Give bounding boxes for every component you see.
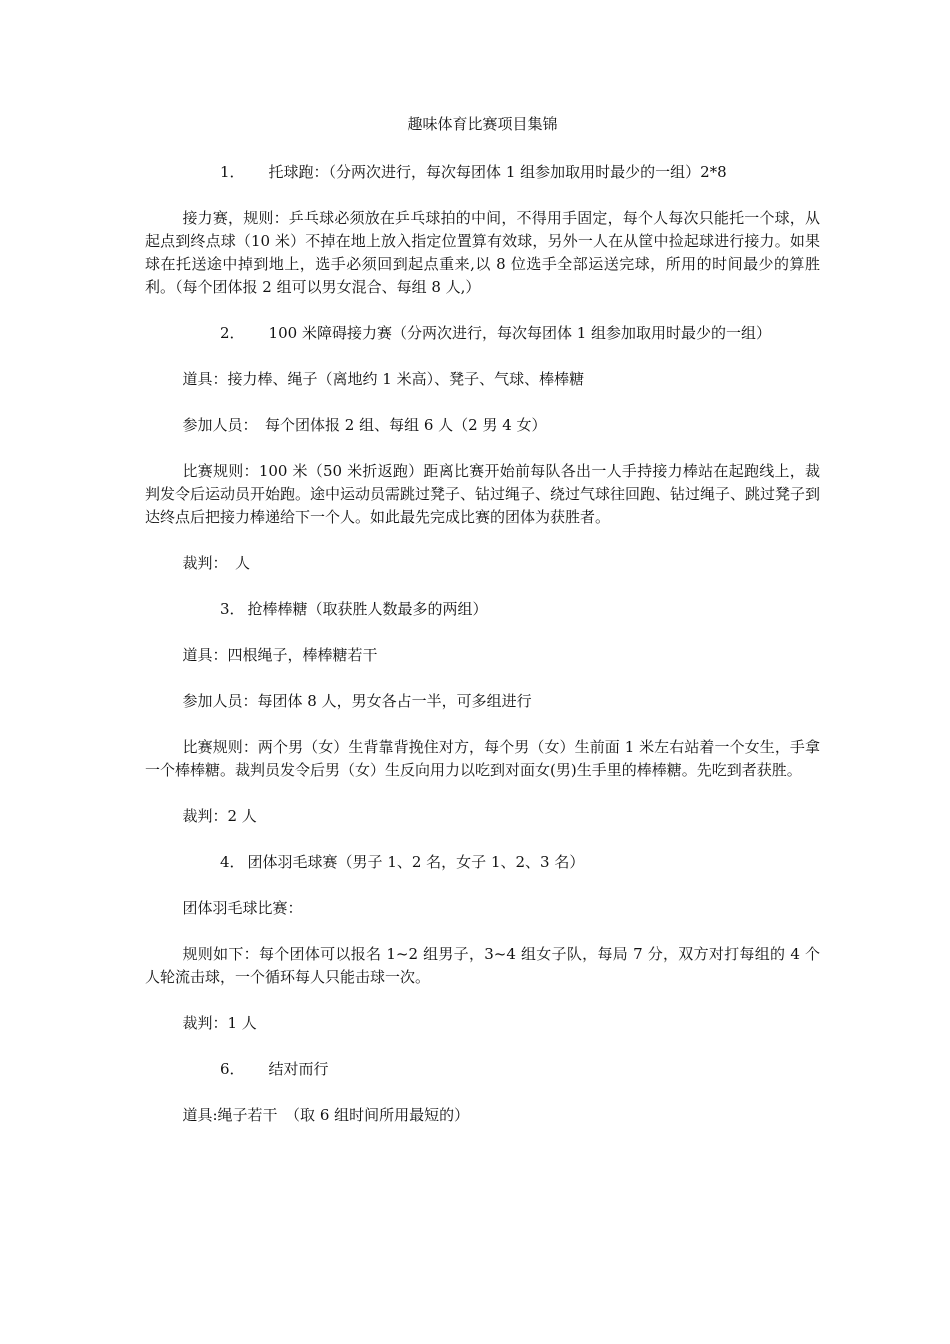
paragraph	[145, 1104, 820, 1127]
section-heading	[145, 1058, 820, 1081]
paragraph-text: 比赛规则：100 米（50 米折返跑）距离比赛开始前每队各出一人手持接力棒站在起跑线上，裁判发令后运动员开始跑。途中运动员需跳过凳子、钻过绳子、绕过气球往回跑、钻过绳子、跳过凳子到达终点后把接力棒递给下一个人。如此最先完成比赛的团体为获胜者。	[145, 462, 821, 526]
section-heading	[145, 161, 820, 184]
section-heading	[145, 322, 820, 345]
paragraph	[145, 690, 820, 713]
paragraph	[145, 736, 820, 782]
paragraph	[145, 805, 820, 828]
document-body	[145, 161, 820, 1127]
section-number: 6．	[220, 1060, 245, 1078]
section-number: 3．	[220, 600, 245, 618]
paragraph-text: 接力赛，规则：乒乓球必须放在乒乓球拍的中间，不得用手固定，每个人每次只能托一个球，从起点到终点球（10 米）不掉在地上放入指定位置算有效球，另外一人在从筐中捡起球进行接力。如果球在托送途中掉到地上，选手必须回到起点重来,以 8 位选手全部运送完球，所用的时间最少的算胜利。（每个团体报 2 组可以男女混合、每组 8 人,）	[145, 209, 820, 296]
section-number: 4．	[220, 853, 245, 871]
paragraph-text: 裁判： 人	[182, 554, 251, 572]
section-heading	[145, 851, 820, 874]
section-heading	[145, 598, 820, 621]
paragraph-text: 团体羽毛球比赛：	[182, 899, 303, 917]
paragraph-text: 裁判：2 人	[182, 807, 257, 825]
paragraph	[145, 460, 820, 529]
paragraph-text: 比赛规则：两个男（女）生背靠背挽住对方，每个男（女）生前面 1 米左右站着一个女生，手拿一个棒棒糖。裁判员发令后男（女）生反向用力以吃到对面女(男)生手里的棒棒糖。先吃到者获胜。	[145, 738, 820, 779]
paragraph-text: 托球跑：（分两次进行，每次每团体 1 组参加取用时最少的一组）2*8	[268, 163, 727, 181]
paragraph-text: 参加人员： 每个团体报 2 组、每组 6 人（2 男 4 女）	[182, 416, 547, 434]
paragraph-text: 裁判：1 人	[182, 1014, 257, 1032]
paragraph	[145, 644, 820, 667]
paragraph	[145, 368, 820, 391]
document-page	[145, 113, 820, 1150]
paragraph-text: 规则如下：每个团体可以报名 1~2 组男子，3~4 组女子队，每局 7 分，双方对打每组的 4 个人轮流击球，一个循环每人只能击球一次。	[145, 945, 820, 986]
paragraph-text: 道具：接力棒、绳子（离地约 1 米高）、凳子、气球、棒棒糖	[182, 370, 585, 388]
paragraph	[145, 897, 820, 920]
section-number: 2．	[220, 324, 245, 342]
paragraph	[145, 1012, 820, 1035]
paragraph	[145, 414, 820, 437]
paragraph	[145, 552, 820, 575]
section-number: 1．	[220, 163, 245, 181]
paragraph	[145, 207, 820, 299]
paragraph-text: 道具:绳子若干 （取 6 组时间所用最短的）	[182, 1106, 470, 1124]
paragraph-text: 100 米障碍接力赛（分两次进行，每次每团体 1 组参加取用时最少的一组）	[268, 324, 772, 342]
paragraph-text: 结对而行	[268, 1060, 329, 1078]
paragraph-text: 道具：四根绳子，棒棒糖若干	[182, 646, 378, 664]
paragraph	[145, 943, 820, 989]
document-title: 趣味体育比赛项目集锦	[407, 115, 558, 133]
paragraph-text: 团体羽毛球赛（男子 1、2 名，女子 1、2、3 名）	[247, 853, 585, 871]
paragraph-text: 参加人员：每团体 8 人，男女各占一半，可多组进行	[182, 692, 532, 710]
paragraph-text: 抢棒棒糖（取获胜人数最多的两组）	[247, 600, 488, 618]
